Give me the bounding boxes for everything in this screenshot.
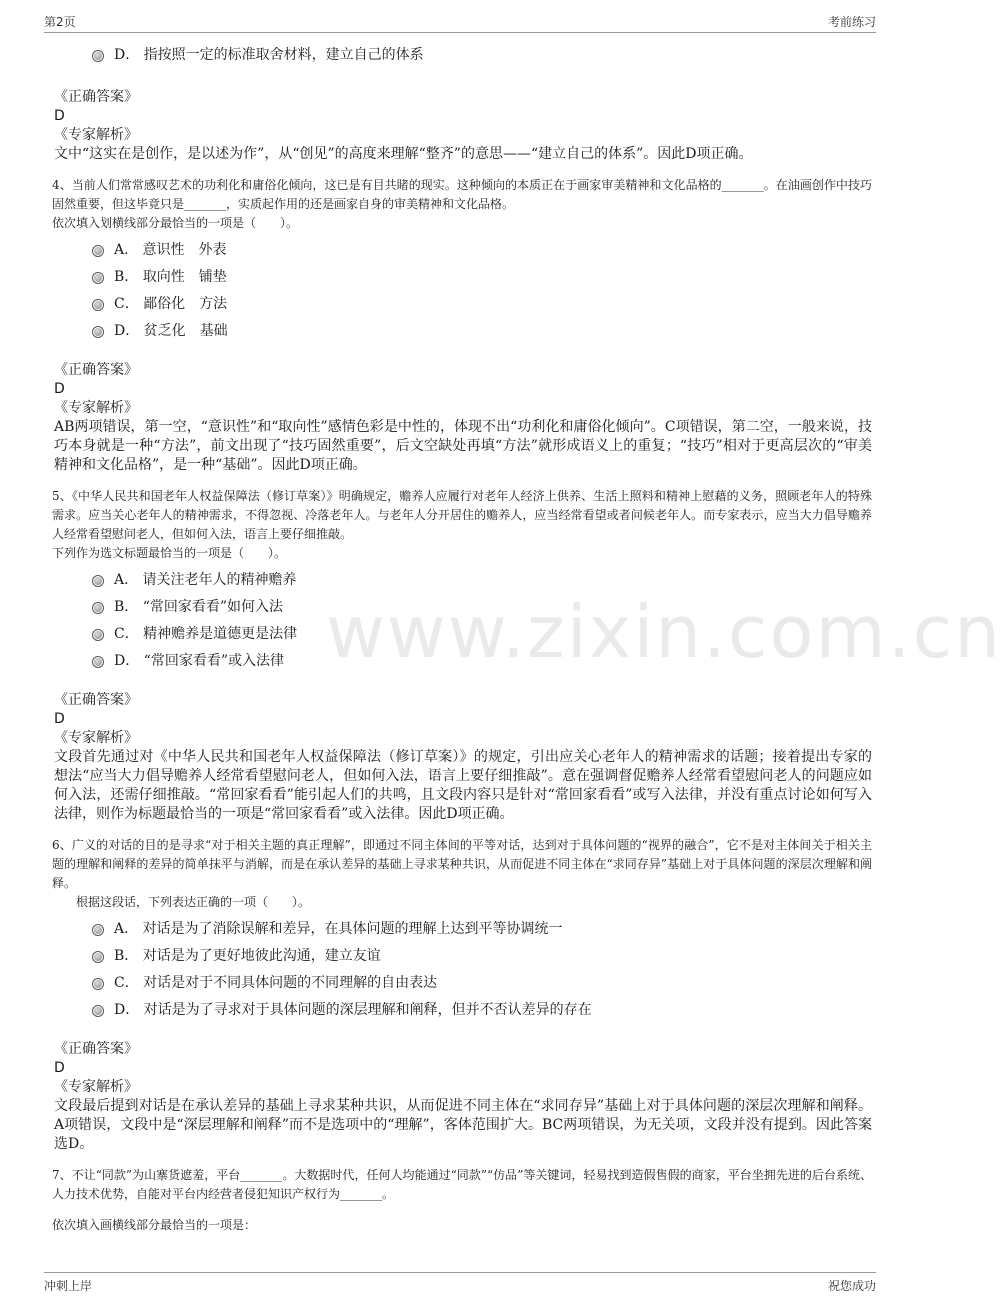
- watermark: www.zixin.com.cn: [326, 590, 1002, 674]
- analysis-text: 文段最后提到对话是在承认差异的基础上寻求某种共识，从而促进不同主体在“求同存异”基础上对于具体问题的深层次理解和阐释。A项错误，文段中是“深层理解和阐释”而不是选项中的“理解”，客体范围扩大。BC两项错误，为无关项，文段并没有提到。因此答案选D。: [54, 1098, 872, 1152]
- option-label: A． 对话是为了消除误解和差异，在具体问题的理解上达到平等协调统一: [114, 921, 563, 937]
- question-prompt: 下列作为选文标题最恰当的一项是（ ）。: [52, 546, 287, 560]
- option-a[interactable]: [92, 237, 872, 264]
- question-prompt: 依次填入划横线部分最恰当的一项是（ ）。: [52, 216, 299, 230]
- question-stem: 7、不让“同款”为山寨货遮羞，平台_______。大数据时代，任何人均能通过“同款”“仿品”等关键词，轻易找到造假售假的商家，平台坐拥先进的后台系统、人力技术优势，自能对平台内经营者侵犯知识产权行为_______。: [52, 1168, 872, 1201]
- option-label: C． 对话是对于不同具体问题的不同理解的自由表达: [114, 975, 438, 991]
- radio-icon[interactable]: [92, 272, 104, 284]
- page-header: [44, 10, 876, 33]
- answer-value: D: [54, 711, 65, 727]
- radio-icon[interactable]: [92, 326, 104, 338]
- radio-icon[interactable]: [92, 951, 104, 963]
- page-content: [54, 44, 872, 1235]
- radio-icon[interactable]: [92, 575, 104, 587]
- option-label: B． 对话是为了更好地彼此沟通，建立友谊: [114, 948, 381, 964]
- option-a[interactable]: [92, 916, 872, 943]
- option-item[interactable]: [92, 42, 872, 69]
- option-b[interactable]: [92, 264, 872, 291]
- footer-right: 祝您成功: [827, 1279, 876, 1293]
- question-prompt: 依次填入画横线部分最恰当的一项是：: [52, 1218, 257, 1232]
- option-label: D． 指按照一定的标准取舍材料，建立自己的体系: [114, 47, 424, 63]
- option-c[interactable]: [92, 970, 872, 997]
- option-label: D． “常回家看看”或入法律: [114, 653, 284, 669]
- answer-value: D: [54, 1060, 65, 1076]
- option-label: D． 贫乏化 基础: [114, 323, 228, 339]
- option-a[interactable]: [92, 567, 872, 594]
- option-c[interactable]: [92, 291, 872, 318]
- answer-label: 《正确答案》: [54, 1041, 138, 1057]
- option-label: A． 意识性 外表: [114, 242, 227, 258]
- answer-value: D: [54, 108, 65, 124]
- option-d[interactable]: [92, 318, 872, 345]
- analysis-label: 《专家解析》: [54, 1079, 138, 1095]
- page-footer: [44, 1272, 876, 1295]
- question-stem: 5、《中华人民共和国老年人权益保障法（修订草案）》明确规定，赡养人应履行对老年人经济上供养、生活上照料和精神上慰藉的义务，照顾老年人的特殊需求。应当关心老年人的精神需求，不得忽视、冷落老年人。与老年人分开居住的赡养人，应当经常看望或者问候老年人。而专家表示，应当大力倡导赡养人经常看望慰问老人，但如何入法，语言上要仔细推敲。: [52, 489, 872, 541]
- radio-icon[interactable]: [92, 602, 104, 614]
- option-c[interactable]: [92, 621, 872, 648]
- option-label: A． 请关注老年人的精神赡养: [114, 572, 297, 588]
- option-label: C． 鄙俗化 方法: [114, 296, 228, 312]
- option-label: B． 取向性 铺垫: [114, 269, 227, 285]
- radio-icon[interactable]: [92, 656, 104, 668]
- radio-icon[interactable]: [92, 924, 104, 936]
- analysis-label: 《专家解析》: [54, 400, 138, 416]
- analysis-text: AB两项错误，第一空，“意识性”和“取向性”感情色彩是中性的，体现不出“功利化和庸俗化倾向”。C项错误，第二空，一般来说，技巧本身就是一种“方法”，前文出现了“技巧固然重要”，后文空缺处再填“方法”就形成语义上的重复；“技巧”相对于更高层次的“审美精神和文化品格”，是一种“基础”。因此D项正确。: [54, 419, 872, 473]
- option-label: B． “常回家看看”如何入法: [114, 599, 284, 615]
- answer-value: D: [54, 381, 65, 397]
- option-b[interactable]: [92, 943, 872, 970]
- footer-left: 冲刺上岸: [44, 1279, 93, 1293]
- radio-icon[interactable]: [92, 629, 104, 641]
- radio-icon[interactable]: [92, 299, 104, 311]
- answer-label: 《正确答案》: [54, 692, 138, 708]
- header-title: 考前练习: [827, 15, 876, 29]
- radio-icon[interactable]: [92, 245, 104, 257]
- page-number: 第2页: [44, 15, 76, 29]
- analysis-label: 《专家解析》: [54, 730, 138, 746]
- option-d[interactable]: [92, 997, 872, 1024]
- radio-icon[interactable]: [92, 50, 104, 62]
- analysis-text: 文中“这实在是创作，是以述为作”，从“创见”的高度来理解“整齐”的意思——“建立自己的体系”。因此D项正确。: [54, 146, 753, 162]
- radio-icon[interactable]: [92, 978, 104, 990]
- radio-icon[interactable]: [92, 1005, 104, 1017]
- analysis-label: 《专家解析》: [54, 127, 138, 143]
- question-prompt: 根据这段话，下列表达正确的一项（ ）。: [76, 895, 311, 909]
- analysis-text: 文段首先通过对《中华人民共和国老年人权益保障法（修订草案）》的规定，引出应关心老年人的精神需求的话题；接着提出专家的想法“应当大力倡导赡养人经常看望慰问老人，但如何入法，语言上要仔细推敲”。意在强调督促赡养人经常看望慰问老人的问题应如何入法，还需仔细推敲。“常回家看看”能引起人们的共鸣，且文段内容只是针对“常回家看看”或写入法律，并没有重点讨论如何写入法律，则作为标题最恰当的一项是“常回家看看”或入法律。因此D项正确。: [54, 749, 872, 822]
- option-label: D． 对话是为了寻求对于具体问题的深层理解和阐释，但并不否认差异的存在: [114, 1002, 592, 1018]
- option-d[interactable]: [92, 648, 872, 675]
- option-b[interactable]: [92, 594, 872, 621]
- question-stem: 4、当前人们常常感叹艺术的功利化和庸俗化倾向，这已是有目共睹的现实。这种倾向的本质正在于画家审美精神和文化品格的_______。在油画创作中技巧固然重要，但这毕竟只是_______，实质起作用的还是画家自身的审美精神和文化品格。: [52, 178, 872, 211]
- answer-label: 《正确答案》: [54, 362, 138, 378]
- answer-label: 《正确答案》: [54, 89, 138, 105]
- question-stem: 6、广义的对话的目的是寻求“对于相关主题的真正理解”，即通过不同主体间的平等对话，达到对于具体问题的“视界的融合”，它不是对主体间关于相关主题的理解和阐释的差异的简单抹平与消解，而是在承认差异的基础上寻求某种共识，从而促进不同主体在“求同存异”基础上对于具体问题的深层次理解和阐释。: [52, 838, 872, 890]
- option-label: C． 精神赡养是道德更是法律: [114, 626, 298, 642]
